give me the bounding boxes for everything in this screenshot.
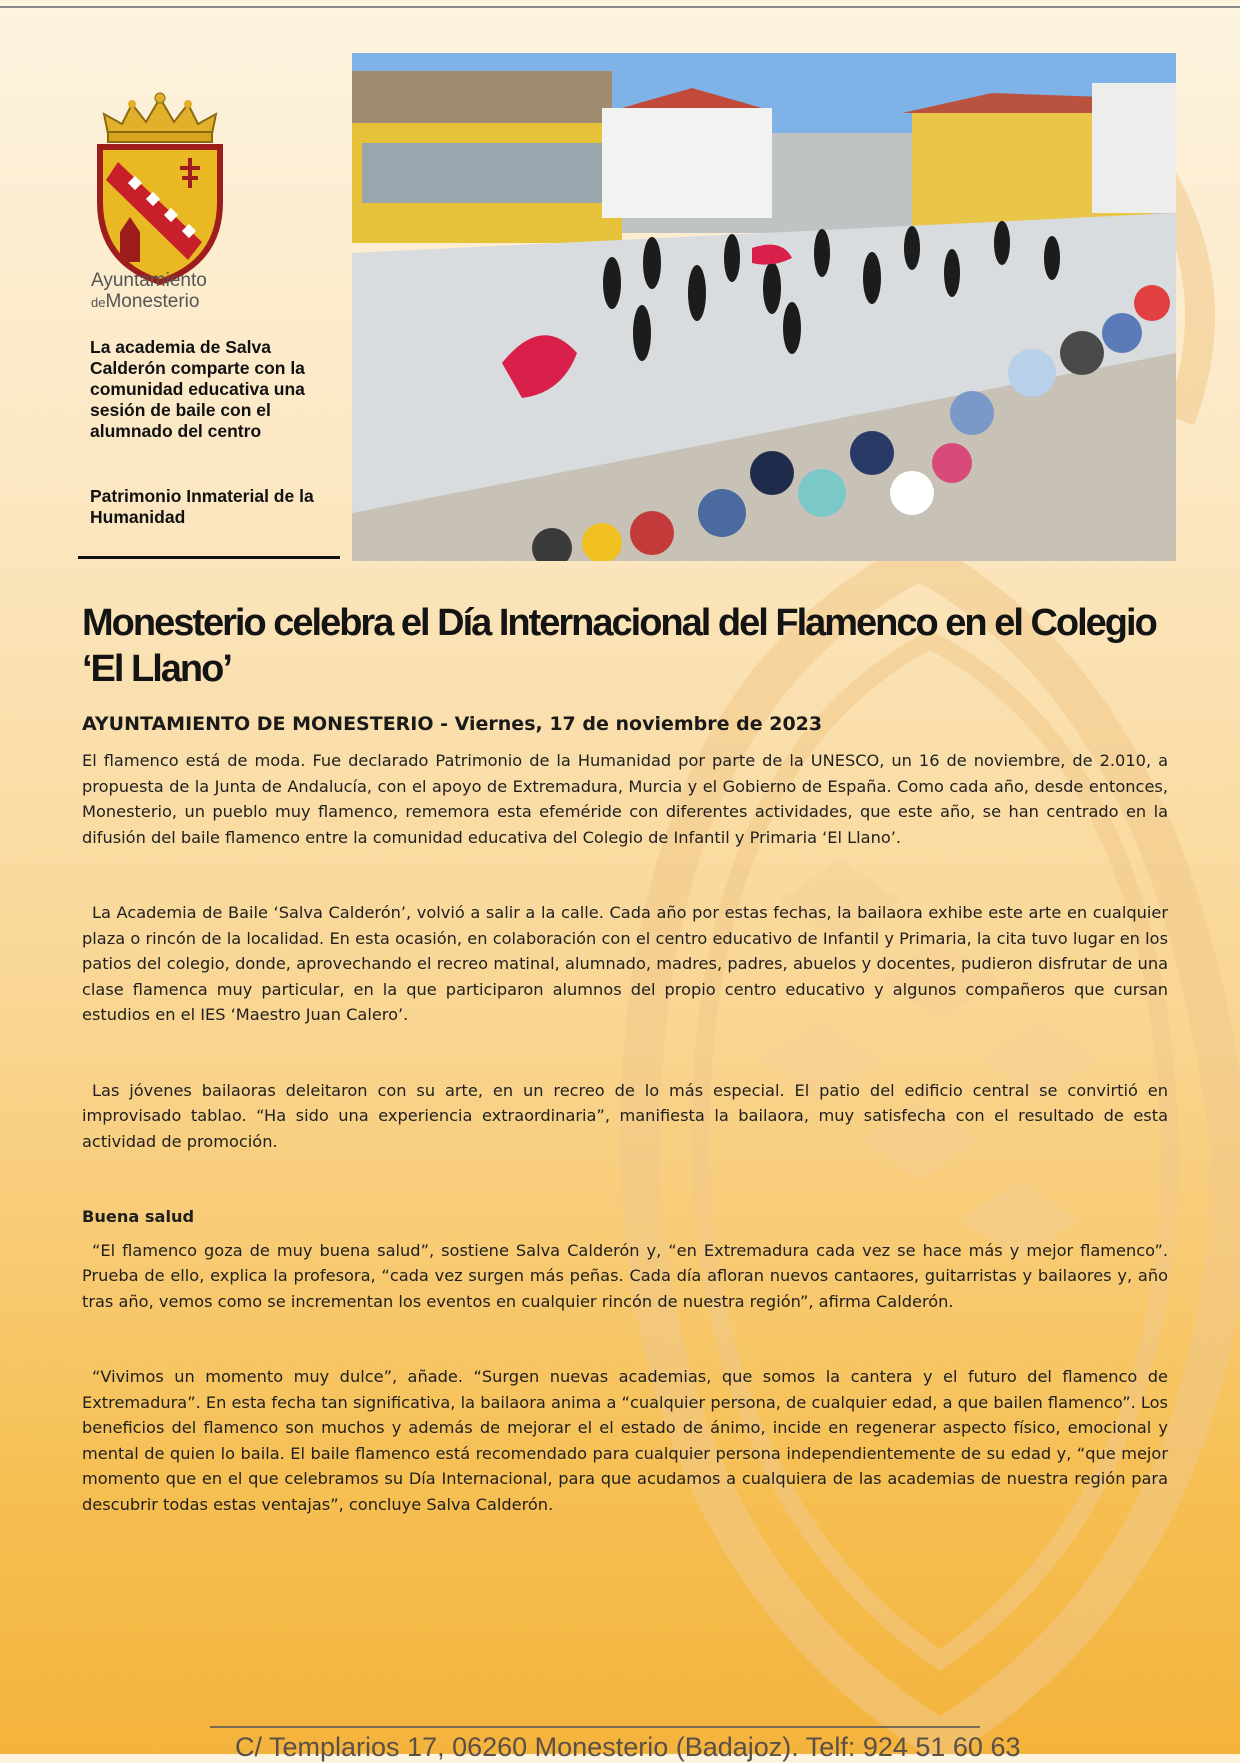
sidebar-summary: La academia de Salva Calderón comparte con la comunidad educativa una sesión de baile con el alumnado del centro	[90, 337, 305, 441]
article-body	[82, 748, 1168, 1517]
logo-line-2: deMonesterio	[91, 291, 200, 312]
paragraph-1: El flamenco está de moda. Fue declarado Patrimonio de la Humanidad por parte de la UNESCO, un 16 de noviembre, de 2.010, a propuesta de la Junta de Andalucía, con el apoyo de Extremadura, Murcia y el Gobierno de España. Como cada año, desde entonces, Monesterio, un pueblo muy flamenco, rememora esta efeméride con diferentes actividades, que este año, se han centrado en la difusión del baile flamenco entre la comunidad educativa del Colegio de Infantil y Primaria ‘El Llano’.	[82, 751, 1168, 847]
crown-icon	[104, 93, 216, 142]
logo-line-1: Ayuntamiento	[91, 270, 207, 291]
footer-address: C/ Templarios 17, 06260 Monesterio (Badajoz). Telf: 924 51 60 63	[235, 1732, 1021, 1762]
paragraph-2: La Academia de Baile ‘Salva Calderón’, volvió a salir a la calle. Cada año por estas fechas, la bailaora exhibe este arte en cualquier plaza o rincón de la localidad. En esta ocasión, en colaboración con el centro educativo de Infantil y Primaria, la cita tuvo lugar en los patios del colegio, donde, aprovechando el recreo matinal, alumnado, madres, padres, abuelos y docentes, pudieron disfrutar de una clase flamenca muy particular, en la que participaron alumnos del propio centro educativo y algunos compañeros que cursan estudios en el IES ‘Maestro Juan Calero’.	[82, 903, 1168, 1024]
section-heading: Buena salud	[82, 1207, 195, 1226]
article-title: Monesterio celebra el Día Internacional del Flamenco en el Colegio ‘El Llano’	[82, 602, 1156, 690]
footer-divider	[210, 1726, 980, 1728]
paragraph-4: “El flamenco goza de muy buena salud”, sostiene Salva Calderón y, “en Extremadura cada vez se hace más y mejor flamenco”. Prueba de ello, explica la profesora, “cada vez surgen más peñas. Cada día afloran nuevos cantaores, guitarristas y bailaores y, año tras año, vemos como se incrementan los eventos en cualquier rincón de nuestra región”, afirma Calderón.	[82, 1240, 1168, 1311]
flamenco-event-photo	[352, 53, 1176, 561]
top-border-line	[0, 6, 1240, 8]
sidebar-divider	[78, 556, 340, 559]
paragraph-5: “Vivimos un momento muy dulce”, añade. “Surgen nuevas academias, que somos la cantera y el futuro del flamenco de Extremadura”. En esta fecha tan significativa, la bailaora anima a “cualquier persona, de cualquier edad, a que bailen flamenco”. Los beneficios del flamenco son muchos y además de mejorar el el estado de ánimo, incide en regenerar aspecto físico, emocional y mental de quien lo baila. El baile flamenco está recomendado para cualquier persona independientemente de su edad y, “que mejor momento que en el que celebramos su Día Internacional, para que acudamos a cualquiera de las academias de nuestra región para descubrir todas estas ventajas”, concluye Salva Calderón.	[82, 1367, 1168, 1514]
article-byline: AYUNTAMIENTO DE MONESTERIO - Viernes, 17 de noviembre de 2023	[82, 713, 823, 735]
shield-icon	[100, 147, 220, 282]
sidebar-topic: Patrimonio Inmaterial de la Humanidad	[90, 486, 314, 527]
paragraph-3: Las jóvenes bailaoras deleitaron con su arte, en un recreo de lo más especial. El patio del edificio central se convirtió en improvisado tablao. “Ha sido una experiencia extraordinaria”, manifiesta la bailaora, muy satisfecha con el resultado de esta actividad de promoción.	[82, 1080, 1168, 1151]
logo-wordmark	[91, 270, 241, 313]
